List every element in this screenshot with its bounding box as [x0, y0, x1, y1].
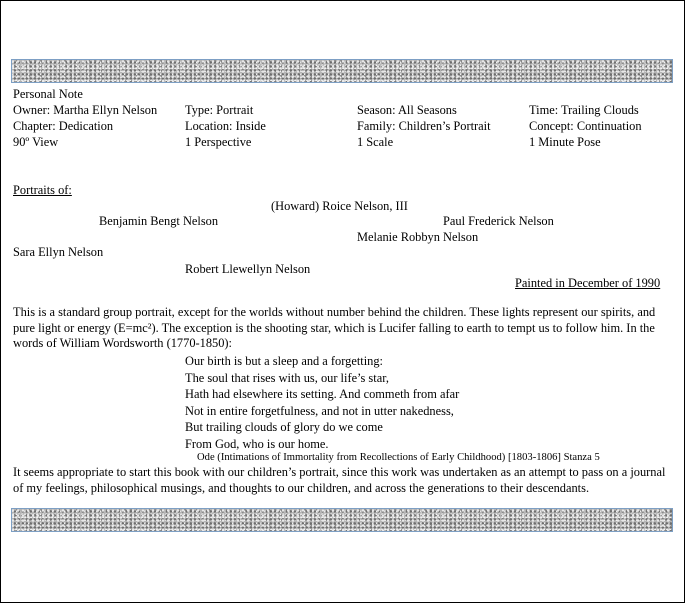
- meta-owner: Owner: Martha Ellyn Nelson: [13, 103, 158, 117]
- poem-line: The soul that rises with us, our life’s star,: [185, 370, 389, 385]
- closing-paragraph: It seems appropriate to start this book with our children’s portrait, since this work was undertaken as an attempt to pass on a journal of my feelings, philosophical musings, and thoughts to our children, and across the generations to their descendants.: [13, 465, 666, 495]
- meta-concept: Concept: Continuation: [529, 119, 642, 133]
- meta-chapter: Chapter: Dedication: [13, 119, 114, 133]
- portrait-name-benjamin: Benjamin Bengt Nelson: [99, 214, 219, 228]
- portrait-name-sara: Sara Ellyn Nelson: [13, 245, 104, 259]
- decorative-band-top: [11, 59, 673, 83]
- meta-perspective: 1 Perspective: [185, 135, 252, 149]
- portrait-name-howard: (Howard) Roice Nelson, III: [271, 199, 408, 213]
- poem-line: Not in entire forgetfulness, and not in utter nakedness,: [185, 403, 454, 418]
- meta-pose: 1 Minute Pose: [529, 135, 601, 149]
- meta-view: 90º View: [13, 135, 59, 149]
- poem-line: Our birth is but a sleep and a forgetting:: [185, 354, 383, 368]
- meta-scale: 1 Scale: [357, 135, 394, 149]
- meta-season: Season: All Seasons: [357, 103, 457, 117]
- note-title: Personal Note: [13, 87, 83, 101]
- poem-line: From God, who is our home.: [185, 436, 329, 451]
- meta-type: Type: Portrait: [185, 103, 254, 117]
- portrait-name-robert: Robert Llewellyn Nelson: [185, 262, 311, 276]
- portrait-name-paul: Paul Frederick Nelson: [443, 214, 554, 228]
- portrait-name-melanie: Melanie Robbyn Nelson: [357, 230, 479, 244]
- decorative-band-bottom: [11, 508, 673, 532]
- poem-line: But trailing clouds of glory do we come: [185, 420, 383, 434]
- poem-line: Hath had elsewhere its setting. And commeth from afar: [185, 387, 460, 401]
- meta-family: Family: Children’s Portrait: [357, 119, 491, 133]
- wordsworth-poem: [185, 353, 459, 452]
- painted-date: Painted in December of 1990: [515, 276, 661, 290]
- intro-paragraph: This is a standard group portrait, except for the worlds without number behind the children. These lights represent our spirits, and pure light or energy (E=mc²). The exception is the shooting star, which is Lucifer falling to earth to tempt us to follow him. In the words of William Wordsworth (1770-1850):: [13, 305, 656, 350]
- portraits-heading: Portraits of:: [13, 183, 72, 197]
- meta-time: Time: Trailing Clouds: [529, 103, 639, 117]
- poem-citation: Ode (Intimations of Immortality from Recollections of Early Childhood) [1803-1806] Stanza 5: [197, 452, 600, 463]
- meta-location: Location: Inside: [185, 119, 266, 133]
